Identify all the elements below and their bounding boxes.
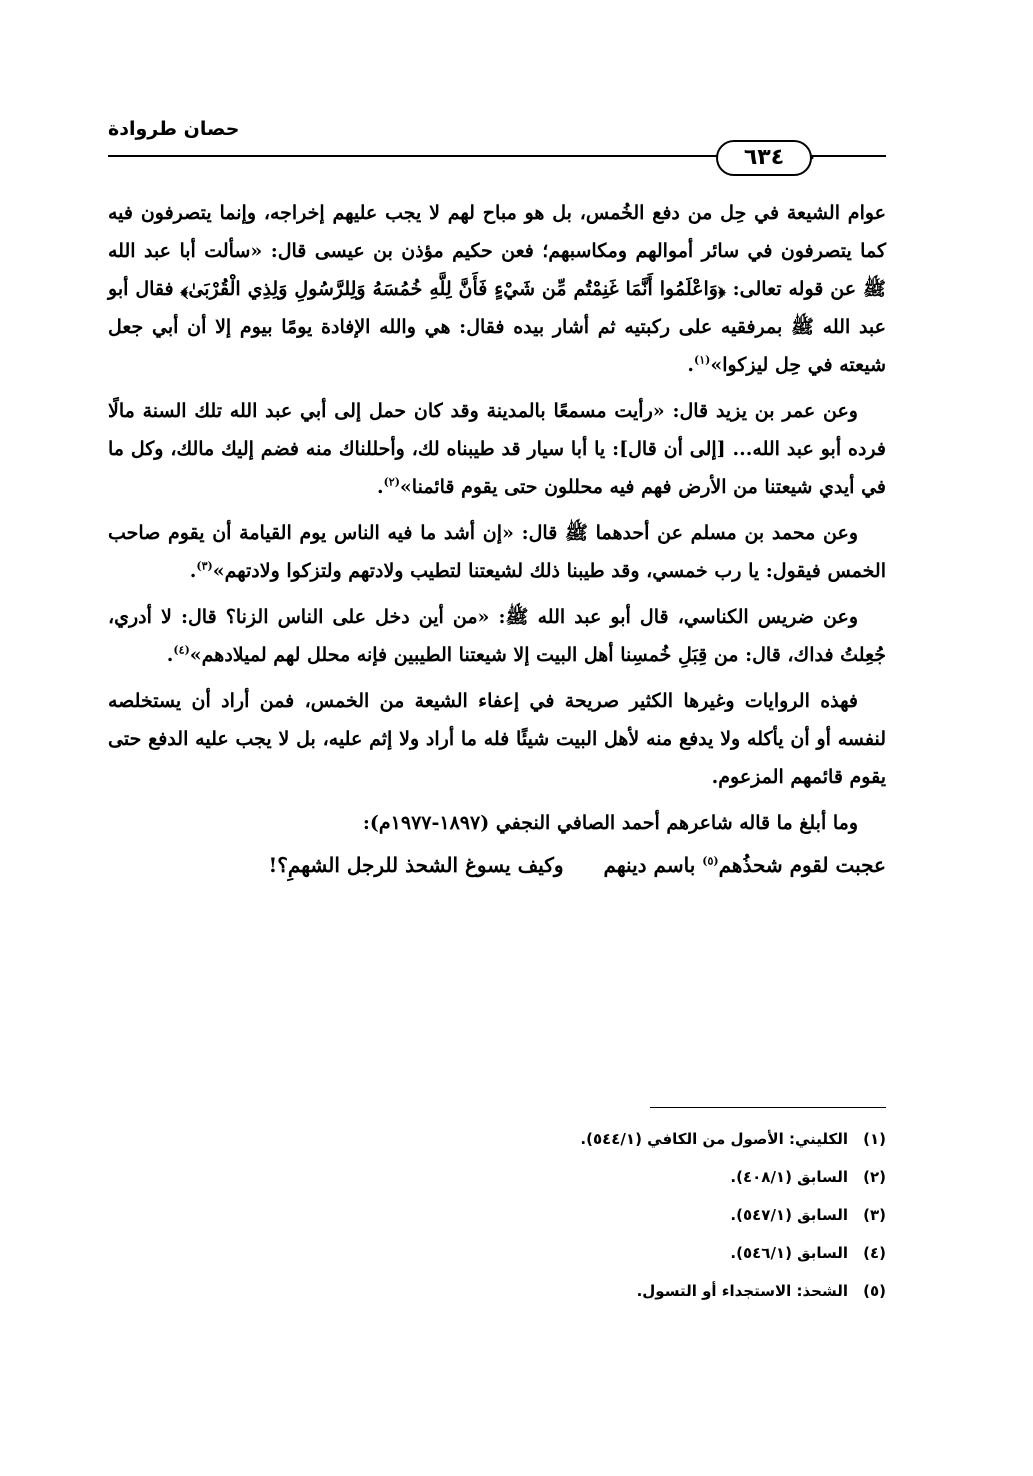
paragraph-text: عوام الشيعة في حِل من دفع الخُمس، بل هو مباح لهم لا يجب عليهم إخراجه، وإنما يتصرفون فيه كما يتصرفون في سائر أموالهم ومكاسبهم؛ فعن حكيم مؤذن بن عيسى قال: «سألت أبا عبد الله ﷺ عن قوله تعالى: ﴿وَاعْلَمُوا أَنَّمَا غَنِمْتُم مِّن شَيْءٍ فَأَنَّ لِلَّهِ خُمُسَهُ وَلِلرَّسُولِ وَلِذِي الْقُرْبَىٰ﴾ فقال أبو عبد الله ﷺ بمرفقيه على ركبتيه ثم أشار بيده فقال: هي والله الإفادة يومًا بيوم إلا أن أبي جعل شيعته في حِل ليزكوا» [108, 202, 886, 376]
paragraph: وعن ضريس الكناسي، قال أبو عبد الله ﷺ: «من أين دخل على الناس الزنا؟ قال: لا أدري، جُعِلتُ فداك، قال: من قِبَلِ خُمسِنا أهل البيت إلا شيعتنا الطيبين فإنه محلل لهم لميلادهم»$^{(٤)}$. [108, 606, 886, 666]
footnote-ref: (٥) [702, 854, 719, 868]
poem-text: باسم دينهم [603, 853, 696, 877]
page-number: ٦٣٤ [716, 140, 812, 176]
footnote-number: (٥) [863, 1282, 886, 1300]
running-title: حصان طروادة [108, 118, 240, 140]
paragraph: وما أبلغ ما قاله شاعرهم أحمد الصافي النجفي (١٨٩٧-١٩٧٧م): [362, 812, 858, 834]
body-text [108, 194, 886, 884]
poem-verse [108, 846, 886, 884]
paragraph: فهذه الروايات وغيرها الكثير صريحة في إعفاء الشيعة من الخمس، فمن أراد أن يستخلصه لنفسه أو أن يأكله ولا يدفع منه لأهل البيت شيئًا فله ما أراد ولا إثم عليه، بل لا يجب عليه الدفع حتى يقوم قائمهم المزعوم. [108, 690, 886, 788]
paragraph-text: وعن عمر بن يزيد قال: «رأيت مسمعًا بالمدينة وقد كان حمل إلى أبي عبد الله تلك السنة مالًا فرده أبو عبد الله... [إلى أن قال]: يا أبا سيار قد طيبناه لك، وأحللناك منه فضم إليك مالك، وكل ما في أيدي شيعتنا من الأرض فهم فيه محللون حتى يقوم قائمنا» [108, 400, 886, 498]
footnote-ref: (١) [693, 353, 711, 367]
footnote-item [400, 1200, 886, 1238]
footnote-text: الشحذ: الاستجداء أو التسول. [636, 1282, 848, 1300]
footnote-rule [650, 1107, 886, 1108]
footnote-number: (٣) [863, 1206, 886, 1224]
footnote-text: الكليني: الأصول من الكافي (٥٤٤/١). [580, 1130, 848, 1148]
footnote-text: السابق (٥٤٧/١). [730, 1206, 848, 1224]
footnote-ref: (٤) [173, 643, 190, 657]
paragraph: وعن محمد بن مسلم عن أحدهما ﷺ قال: «إن أشد ما فيه الناس يوم القيامة أن يقوم صاحب الخمس فيقول: يا رب خمسي، وقد طيبنا ذلك لشيعتنا لتطيب ولادتهم ولتزكوا ولادتهم»$^{(٣)}$. [108, 522, 886, 582]
footnotes [400, 1124, 886, 1314]
footnote-ref: (٣) [196, 559, 213, 573]
footnote-item [400, 1162, 886, 1200]
poem-first-hemistich [604, 846, 886, 884]
footnote-ref: (٢) [383, 475, 400, 489]
paragraph-text: وعن ضريس الكناسي، قال أبو عبد الله ﷺ: «من أين دخل على الناس الزنا؟ قال: لا أدري، جُعِلتُ فداك، قال: من قِبَلِ خُمسِنا أهل البيت إلا شيعتنا الطيبين فإنه محلل لهم لميلادهم» [108, 606, 886, 666]
paragraph: عوام الشيعة في حِل من دفع الخُمس، بل هو مباح لهم لا يجب عليهم إخراجه، وإنما يتصرفون فيه كما يتصرفون في سائر أموالهم ومكاسبهم؛ فعن حكيم مؤذن بن عيسى قال: «سألت أبا عبد الله ﷺ عن قوله تعالى: ﴿وَاعْلَمُوا أَنَّمَا غَنِمْتُم مِّن شَيْءٍ فَأَنَّ لِلَّهِ خُمُسَهُ وَلِلرَّسُولِ وَلِذِي الْقُرْبَىٰ﴾ فقال أبو عبد الله ﷺ بمرفقيه على ركبتيه ثم أشار بيده فقال: هي والله الإفادة يومًا بيوم إلا أن أبي جعل شيعته في حِل ليزكوا»$^{(١)}$. [108, 202, 886, 376]
footnote-number: (٢) [863, 1168, 886, 1186]
footnote-item [400, 1238, 886, 1276]
footnote-text: السابق (٥٤٦/١). [730, 1244, 848, 1262]
footnote-number: (٤) [863, 1244, 886, 1262]
poem-text: عجبت لقوم شحذُهم [718, 853, 886, 877]
footnote-item [400, 1276, 886, 1314]
footnote-item [400, 1124, 886, 1162]
poem-second-hemistich: وكيف يسوغ الشحذ للرجل الشهمِ؟! [268, 853, 564, 877]
paragraph-text: وعن محمد بن مسلم عن أحدهما ﷺ قال: «إن أشد ما فيه الناس يوم القيامة أن يقوم صاحب الخمس فيقول: يا رب خمسي، وقد طيبنا ذلك لشيعتنا لتطيب ولادتهم ولتزكوا ولادتهم» [108, 522, 886, 582]
footnote-number: (١) [863, 1130, 886, 1148]
paragraph: وعن عمر بن يزيد قال: «رأيت مسمعًا بالمدينة وقد كان حمل إلى أبي عبد الله تلك السنة مالًا فرده أبو عبد الله... [إلى أن قال]: يا أبا سيار قد طيبناه لك، وأحللناك منه فضم إليك مالك، وكل ما في أيدي شيعتنا من الأرض فهم فيه محللون حتى يقوم قائمنا»$^{(٢)}$. [108, 400, 886, 498]
footnote-text: السابق (٤٠٨/١). [730, 1168, 848, 1186]
